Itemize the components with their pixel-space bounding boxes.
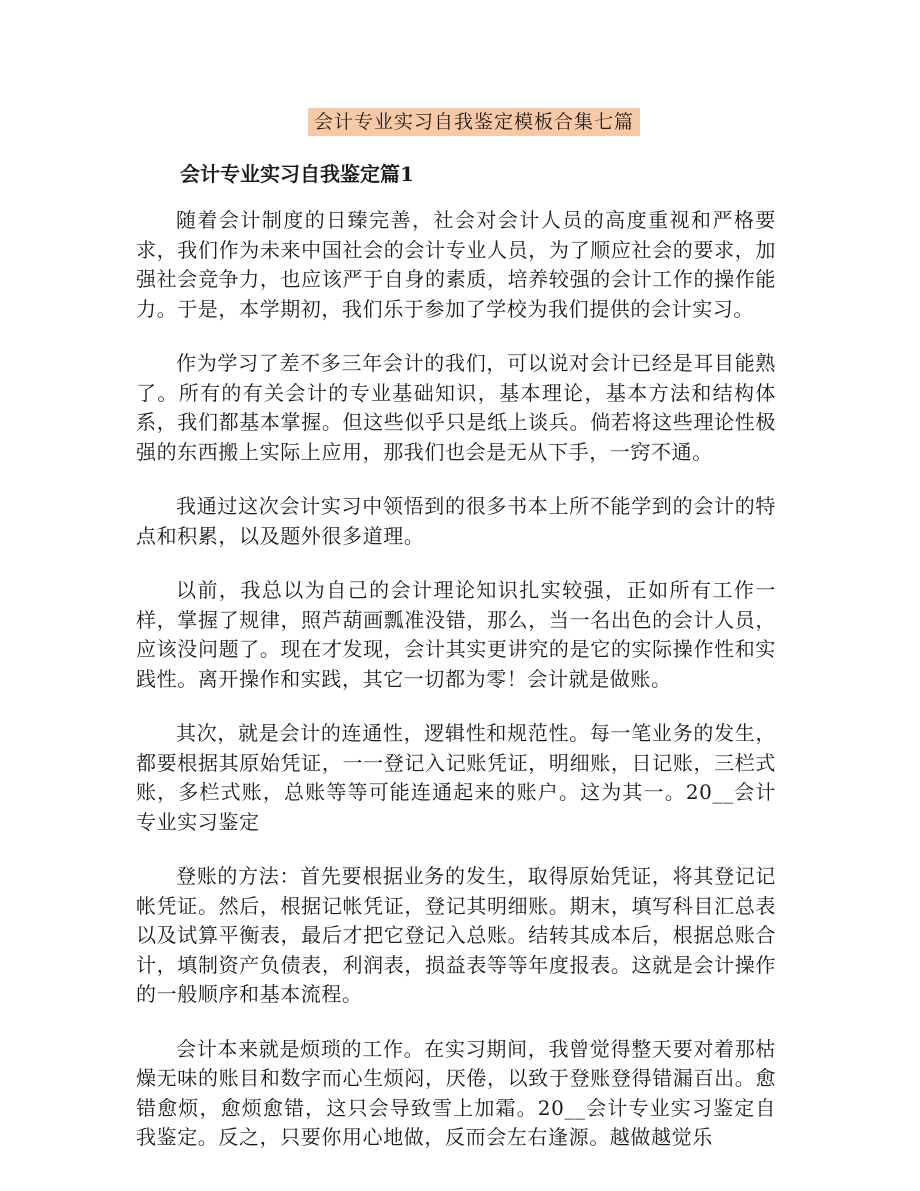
paragraph-7: 会计本来就是烦琐的工作。在实习期间，我曾觉得整天要对着那枯燥无味的账目和数字而心生烦闷，厌倦，以致于登账登得错漏百出。愈错愈烦，愈烦愈错，这只会导致雪上加霜。20__会计专业实习鉴定自我鉴定。反之，只要你用心地做，反而会左右逢源。越做越觉乐	[136, 1036, 776, 1149]
paragraph-2: 作为学习了差不多三年会计的我们，可以说对会计已经是耳目能熟了。所有的有关会计的专业基础知识，基本理论，基本方法和结构体系，我们都基本掌握。但这些似乎只是纸上谈兵。倘若将这些理论性极强的东西搬上实际上应用，那我们也会是无从下手，一窍不通。	[136, 351, 776, 464]
document-body	[136, 206, 776, 1178]
paragraph-6: 登账的方法：首先要根据业务的发生，取得原始凭证，将其登记记帐凭证。然后，根据记帐凭证，登记其明细账。期末，填写科目汇总表以及试算平衡表，最后才把它登记入总账。结转其成本后，根据总账合计，填制资产负债表，利润表，损益表等等年度报表。这就是会计操作的一般顺序和基本流程。	[136, 864, 776, 1006]
paragraph-3: 我通过这次会计实习中领悟到的很多书本上所不能学到的会计的特点和积累，以及题外很多道理。	[136, 494, 776, 548]
paragraph-1: 随着会计制度的日臻完善，社会对会计人员的高度重视和严格要求，我们作为未来中国社会的会计专业人员，为了顺应社会的要求，加强社会竞争力，也应该严于自身的素质，培养较强的会计工作的操作能力。于是，本学期初，我们乐于参加了学校为我们提供的会计实习。	[136, 208, 776, 321]
document-title: 会计专业实习自我鉴定模板合集七篇	[308, 108, 640, 136]
section-heading: 会计专业实习自我鉴定篇1	[180, 162, 414, 186]
paragraph-5: 其次，就是会计的连通性，逻辑性和规范性。每一笔业务的发生，都要根据其原始凭证，一一登记入记账凭证，明细账，日记账，三栏式账，多栏式账，总账等等可能连通起来的账户。这为其一。20__会计专业实习鉴定	[136, 721, 776, 834]
paragraph-4: 以前，我总以为自己的会计理论知识扎实较强，正如所有工作一样，掌握了规律，照芦葫画瓢准没错，那么，当一名出色的会计人员，应该没问题了。现在才发现，会计其实更讲究的是它的实际操作性和实践性。离开操作和实践，其它一切都为零！会计就是做账。	[136, 578, 776, 691]
